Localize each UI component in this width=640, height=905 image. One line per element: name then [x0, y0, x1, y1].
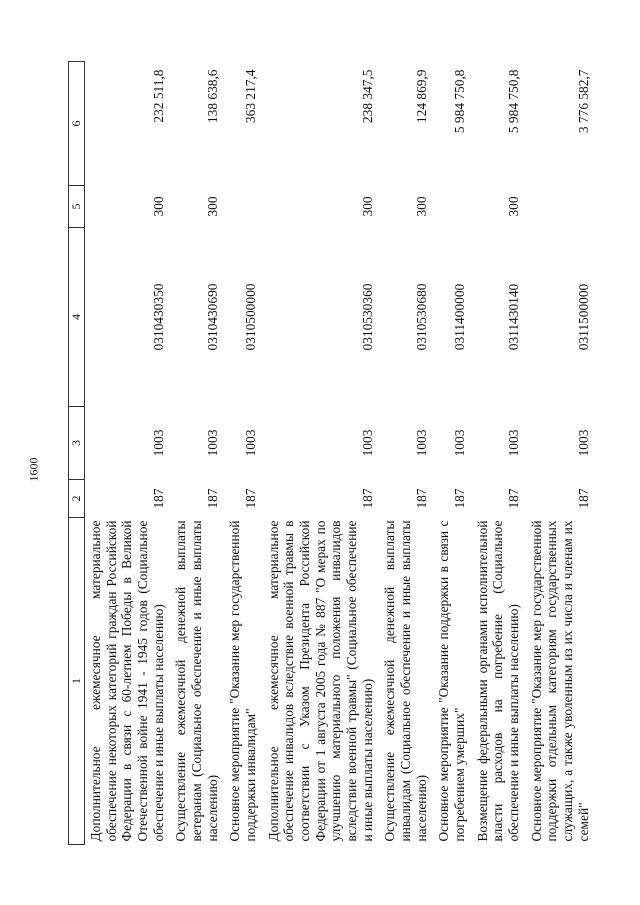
section-code: 1003 [413, 429, 429, 457]
table-body [85, 62, 596, 845]
budget-table [68, 61, 595, 845]
ministry-code: 187 [243, 488, 259, 509]
table-row [224, 62, 262, 845]
section-code: 1003 [452, 429, 468, 457]
ministry-code: 187 [204, 488, 220, 509]
column-header: 6 [69, 62, 85, 186]
table-row [170, 62, 224, 845]
header-row [69, 62, 85, 845]
column-header: 2 [69, 480, 85, 518]
target-code: 0310430690 [204, 283, 220, 351]
item-name: Дополнительное ежемесячное материальное обеспечение инвалидов вследствие военной травмы в соответствии с Указом Президента Российской Федерации от 1 августа 2005 года № 887 "О мерах по улучшению материального положения инвалидов вследствие военной травмы" (Социальное обеспечение и иные выплаты населению) [265, 520, 375, 842]
page-number: 1600 [26, 457, 41, 482]
ministry-code: 187 [452, 488, 468, 509]
table-row [472, 62, 526, 845]
expense-type-code [433, 186, 471, 228]
section-code: 1003 [575, 429, 591, 457]
item-name: Основное мероприятие "Оказание поддержки в связи с погребением умерших" [436, 520, 468, 842]
section-code: 1003 [506, 429, 522, 457]
target-code: 0310530680 [413, 283, 429, 351]
item-name: Осуществление ежемесячной денежной выплаты инвалидам (Социальное обеспечение и иные выплаты населению) [382, 520, 429, 842]
item-name: Основное мероприятие "Оказание мер государственной поддержки инвалидам" [227, 520, 259, 842]
table-row [433, 62, 471, 845]
table-header [69, 62, 85, 845]
expense-type-code: 300 [359, 196, 375, 217]
ministry-code: 187 [506, 488, 522, 509]
section-code: 1003 [204, 429, 220, 457]
column-header: 5 [69, 186, 85, 228]
expense-type-code: 300 [150, 196, 166, 217]
table-row [526, 62, 596, 845]
amount: 124 869,9 [413, 69, 429, 124]
column-header: 4 [69, 228, 85, 407]
amount: 138 638,6 [204, 69, 220, 124]
target-code: 0310530360 [359, 283, 375, 351]
column-header: 1 [69, 518, 85, 845]
target-code: 0311430140 [506, 283, 522, 351]
table-row [85, 62, 171, 845]
item-name: Возмещение федеральными органами исполнительной власти расходов на погребение (Социальное обеспечение и иные выплаты населению) [474, 520, 522, 842]
item-name: Осуществление ежемесячной денежной выплаты ветеранам (Социальное обеспечение и иные выплаты населению) [173, 520, 220, 842]
ministry-code: 187 [359, 488, 375, 509]
amount: 363 217,4 [243, 69, 259, 124]
expense-type-code [526, 186, 596, 228]
amount: 5 984 750,8 [452, 69, 468, 134]
expense-type-code: 300 [204, 196, 220, 217]
ministry-code: 187 [575, 488, 591, 509]
column-header: 3 [69, 407, 85, 480]
section-code: 1003 [359, 429, 375, 457]
expense-type-code [224, 186, 262, 228]
expense-type-code: 300 [413, 196, 429, 217]
table-row [263, 62, 380, 845]
item-name: Дополнительное ежемесячное материальное обеспечение некоторых категорий граждан Российской Федерации в связи с 60-летием Победы в Великой Отечественной войне 1941 - 1945 годов (Социальное обеспечение и иные выплаты населению) [88, 520, 166, 842]
amount: 238 347,5 [359, 69, 375, 124]
target-code: 0311400000 [452, 283, 468, 351]
table-row [379, 62, 433, 845]
ministry-code: 187 [413, 488, 429, 509]
amount: 232 511,8 [150, 69, 166, 123]
section-code: 1003 [243, 429, 259, 457]
target-code: 0311500000 [575, 283, 591, 351]
amount: 3 776 582,7 [575, 69, 591, 134]
amount: 5 984 750,8 [506, 69, 522, 134]
target-code: 0310500000 [243, 283, 259, 351]
expense-type-code: 300 [506, 196, 522, 217]
target-code: 0310430350 [150, 283, 166, 351]
ministry-code: 187 [150, 488, 166, 509]
section-code: 1003 [150, 429, 166, 457]
budget-table-rotated [68, 62, 591, 845]
item-name: Основное мероприятие "Оказание мер государственной поддержки отдельным категориям государственных служащих, а также уволенным из их числа и членам их семей" [528, 520, 591, 842]
